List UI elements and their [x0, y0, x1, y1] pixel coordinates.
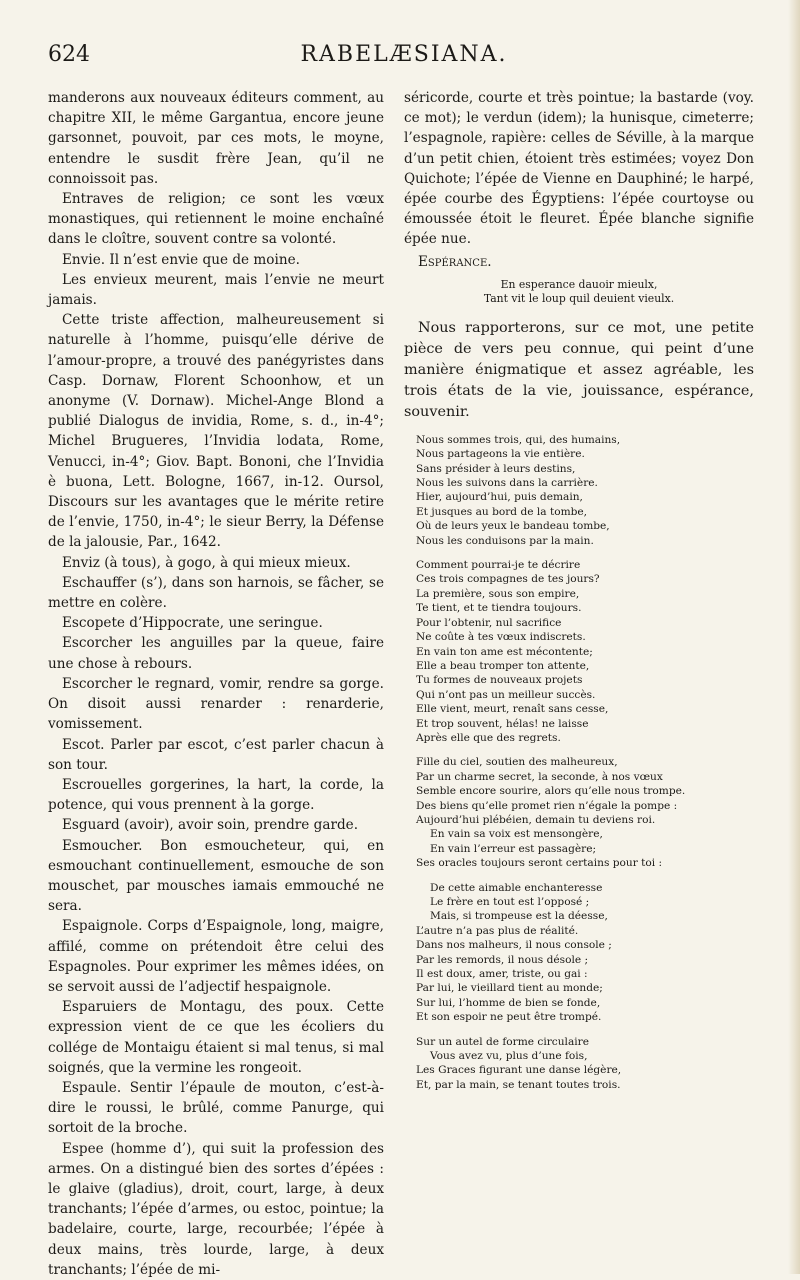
poem — [404, 433, 754, 1092]
poem-line: Te tient, et te tiendra toujours. — [416, 602, 582, 615]
poem-line: Pour l’obtenir, nul sacrifice — [416, 616, 562, 629]
poem-line: Nous sommes trois, qui, des humains, — [416, 433, 621, 446]
epigraph — [404, 278, 754, 306]
poem-line: Ne coûte à tes vœux indiscrets. — [416, 631, 586, 644]
poem-line: Qui n’ont pas un meilleur succès. — [416, 688, 596, 701]
entry-paragraph: Envie. Il n’est envie que de moine. — [62, 251, 300, 268]
poem-line: Dans nos malheurs, il nous console ; — [416, 939, 612, 952]
intro-paragraph: Nous rapporterons, sur ce mot, une petite pièce de vers peu connue, qui peint d’une manière énigmatique et assez agréable, les trois états de la vie, jouissance, espérance, souvenir. — [404, 319, 754, 420]
poem-line: Et, par la main, se tenant toutes trois. — [416, 1078, 621, 1091]
poem-line: Par lui, le vieillard tient au monde; — [416, 982, 603, 995]
poem-line: Et trop souvent, hélas! ne laisse — [416, 717, 589, 730]
entry-paragraph: Escorcher le regnard, vomir, rendre sa gorge. On disoit aussi renarder : renarderie, vomissement. — [48, 675, 384, 733]
poem-line: Le frère en tout est l’opposé ; — [430, 896, 590, 909]
entry-paragraph: Escrouelles gorgerines, la hart, la corde, la potence, qui vous prennent à la gorge. — [48, 776, 384, 814]
entry-paragraph: Escorcher les anguilles par la queue, faire une chose à rebours. — [48, 635, 384, 672]
epigraph-line: Tant vit le loup quil deuient vieulx. — [483, 291, 675, 305]
poem-stanza — [416, 558, 754, 745]
poem-line: Des biens qu’elle promet rien n’égale la pompe : — [416, 799, 678, 812]
poem-line: Ces trois compagnes de tes jours? — [416, 573, 600, 586]
entry-paragraph: Esmoucher. Bon esmoucheteur, qui, en esmouchant continuellement, esmouche de son mouschet, par mousches iamais emmouché ne sera. — [48, 837, 384, 915]
poem-line: Aujourd’hui plébéien, demain tu deviens roi. — [416, 813, 656, 826]
epigraph-line: En esperance dauoir mieulx, — [500, 277, 658, 291]
poem-line: Sur lui, l’homme de bien se fonde, — [416, 996, 601, 1009]
poem-line: En vain ton ame est mécontente; — [416, 645, 593, 658]
entry-paragraph: Espee (homme d’), qui suit la profession des armes. On a distingué bien des sortes d’épées : le glaive (gladius), droit, court, large, à deux tranchants; l’épée d’armes, ou estoc, pointue; la badelaire, courte, large, recourbée; l’épée à deux mains, très lourde, large, à deux tranchants; l’épée de mi- — [48, 1140, 384, 1278]
poem-stanza — [416, 1035, 754, 1093]
right-column — [404, 88, 754, 1102]
poem-line: Sans présider à leurs destins, — [416, 462, 576, 475]
entry-paragraph: Esguard (avoir), avoir soin, prendre garde. — [62, 817, 359, 834]
poem-line: Par un charme secret, la seconde, à nos vœux — [416, 770, 663, 783]
poem-line: L’autre n’a pas plus de réalité. — [416, 924, 579, 937]
entry-paragraph: Entraves de religion; ce sont les vœux monastiques, qui retiennent le moine enchaîné dans le cloître, souvent contre sa volonté. — [48, 191, 384, 248]
poem-line: Après elle que des regrets. — [416, 731, 561, 744]
poem-stanza — [416, 755, 754, 870]
poem-line: Mais, si trompeuse est la déesse, — [430, 910, 608, 923]
entry-paragraph: Esparuiers de Montagu, des poux. Cette expression vient de ce que les écoliers du collége de Montaigu étaient si mal tenus, si mal soignés, que la vermine les rongeoit. — [48, 999, 384, 1076]
poem-line: Tu formes de nouveaux projets — [416, 674, 583, 687]
poem-line: De cette aimable enchanteresse — [430, 881, 603, 894]
entry-heading-esperance: Espérance. — [418, 253, 492, 270]
page-edge-shadow — [788, 0, 800, 1274]
poem-line: Hier, aujourd’hui, puis demain, — [416, 491, 583, 504]
running-title: RABELÆSIANA. — [300, 42, 508, 67]
poem-line: Et jusques au bord de la tombe, — [416, 505, 588, 518]
poem-line: Semble encore sourire, alors qu’elle nous trompe. — [416, 785, 686, 798]
poem-line: Les Graces figurant une danse légère, — [416, 1064, 622, 1077]
entry-paragraph: Enviz (à tous), à gogo, à qui mieux mieux. — [62, 554, 351, 571]
entry-paragraph: Eschauffer (s’), dans son harnois, se fâcher, se mettre en colère. — [48, 574, 384, 612]
poem-line: Et son espoir ne peut être trompé. — [416, 1011, 602, 1024]
entry-paragraph: Escot. Parler par escot, c’est parler chacun à son tour. — [48, 736, 384, 773]
poem-stanza — [416, 881, 754, 1025]
poem-line: Nous les suivons dans la carrière. — [416, 477, 598, 490]
entry-paragraph: Les envieux meurent, mais l’envie ne meurt jamais. — [48, 271, 384, 309]
poem-line: En vain sa voix est mensongère, — [430, 828, 603, 841]
poem-line: Par les remords, il nous désole ; — [416, 953, 589, 966]
poem-line: Fille du ciel, soutien des malheureux, — [416, 756, 618, 769]
poem-line: Comment pourrai-je te décrire — [416, 559, 581, 572]
entry-paragraph: Espaignole. Corps d’Espaignole, long, maigre, affilé, comme on prétendoit être celui des Espagnoles. Pour exprimer les mêmes idées, on se servoit aussi de l’adjectif hespaignole. — [48, 918, 384, 995]
poem-line: En vain l’erreur est passagère; — [430, 842, 597, 855]
poem-line: Ses oracles toujours seront certains pour toi : — [416, 857, 663, 870]
page-number: 624 — [48, 42, 90, 67]
poem-line: Sur un autel de forme circulaire — [416, 1035, 589, 1048]
page-header — [48, 42, 760, 72]
poem-line: Elle vient, meurt, renaît sans cesse, — [416, 703, 609, 716]
poem-line: Elle a beau tromper ton attente, — [416, 659, 590, 672]
paragraph-continued: séricorde, courte et très pointue; la bastarde (voy. ce mot); le verdun (idem); la hunisque, cimeterre; l’espagnole, rapière: celles de Séville, à la marque d’un petit chien, étoient très estimées; voyez Don Quichote; l’épée de Vienne en Dauphiné; le harpé, épée courbe des Égyptiens: l’épée courtoyse ou émoussée étoit le fleuret. Épée blanche signifie épée nue. — [404, 90, 754, 248]
entry-paragraph: manderons aux nouveaux éditeurs comment, au chapitre XII, le même Gargantua, encore jeune garsonnet, pouvoit, par ces mots, le moyne, entendre le susdit frère Jean, qu’il ne connoissoit pas. — [48, 90, 384, 187]
entry-paragraph: Escopete d’Hippocrate, une seringue. — [62, 615, 323, 632]
entry-paragraph: Cette triste affection, malheureusement si naturelle à l’homme, puisqu’elle dérive de l’amour-propre, a trouvé des panégyristes dans Casp. Dornaw, Florent Schoonhow, et un anonyme (V. Dornaw). Michel-Ange Blond a publié Dialogus de invidia, Rome, s. d., in-4°; Michel Brugueres, l’Invidia lodata, Rome, Venucci, in-4°; Giov. Bapt. Bononi, che l’Invidia è buona, Lett. Bologne, 1667, in-12. Oursol, Discours sur les avantages que le mérite retire de l’envie, 1750, in-4°; le sieur Berry, la Défense de la jalousie, Par., 1642. — [48, 312, 384, 551]
poem-line: Nous les conduisons par la main. — [416, 534, 594, 547]
entry-paragraph: Espaule. Sentir l’épaule de mouton, c’est-à-dire le roussi, le brûlé, comme Panurge, qui sortoit de la broche. — [48, 1079, 384, 1137]
left-column — [48, 88, 384, 1280]
poem-line: Nous partageons la vie entière. — [416, 448, 585, 461]
poem-line: Vous avez vu, plus d’une fois, — [430, 1050, 588, 1063]
poem-line: La première, sous son empire, — [416, 587, 580, 600]
poem-line: Il est doux, amer, triste, ou gai : — [416, 968, 588, 981]
poem-line: Où de leurs yeux le bandeau tombe, — [416, 520, 610, 533]
poem-stanza — [416, 433, 754, 548]
